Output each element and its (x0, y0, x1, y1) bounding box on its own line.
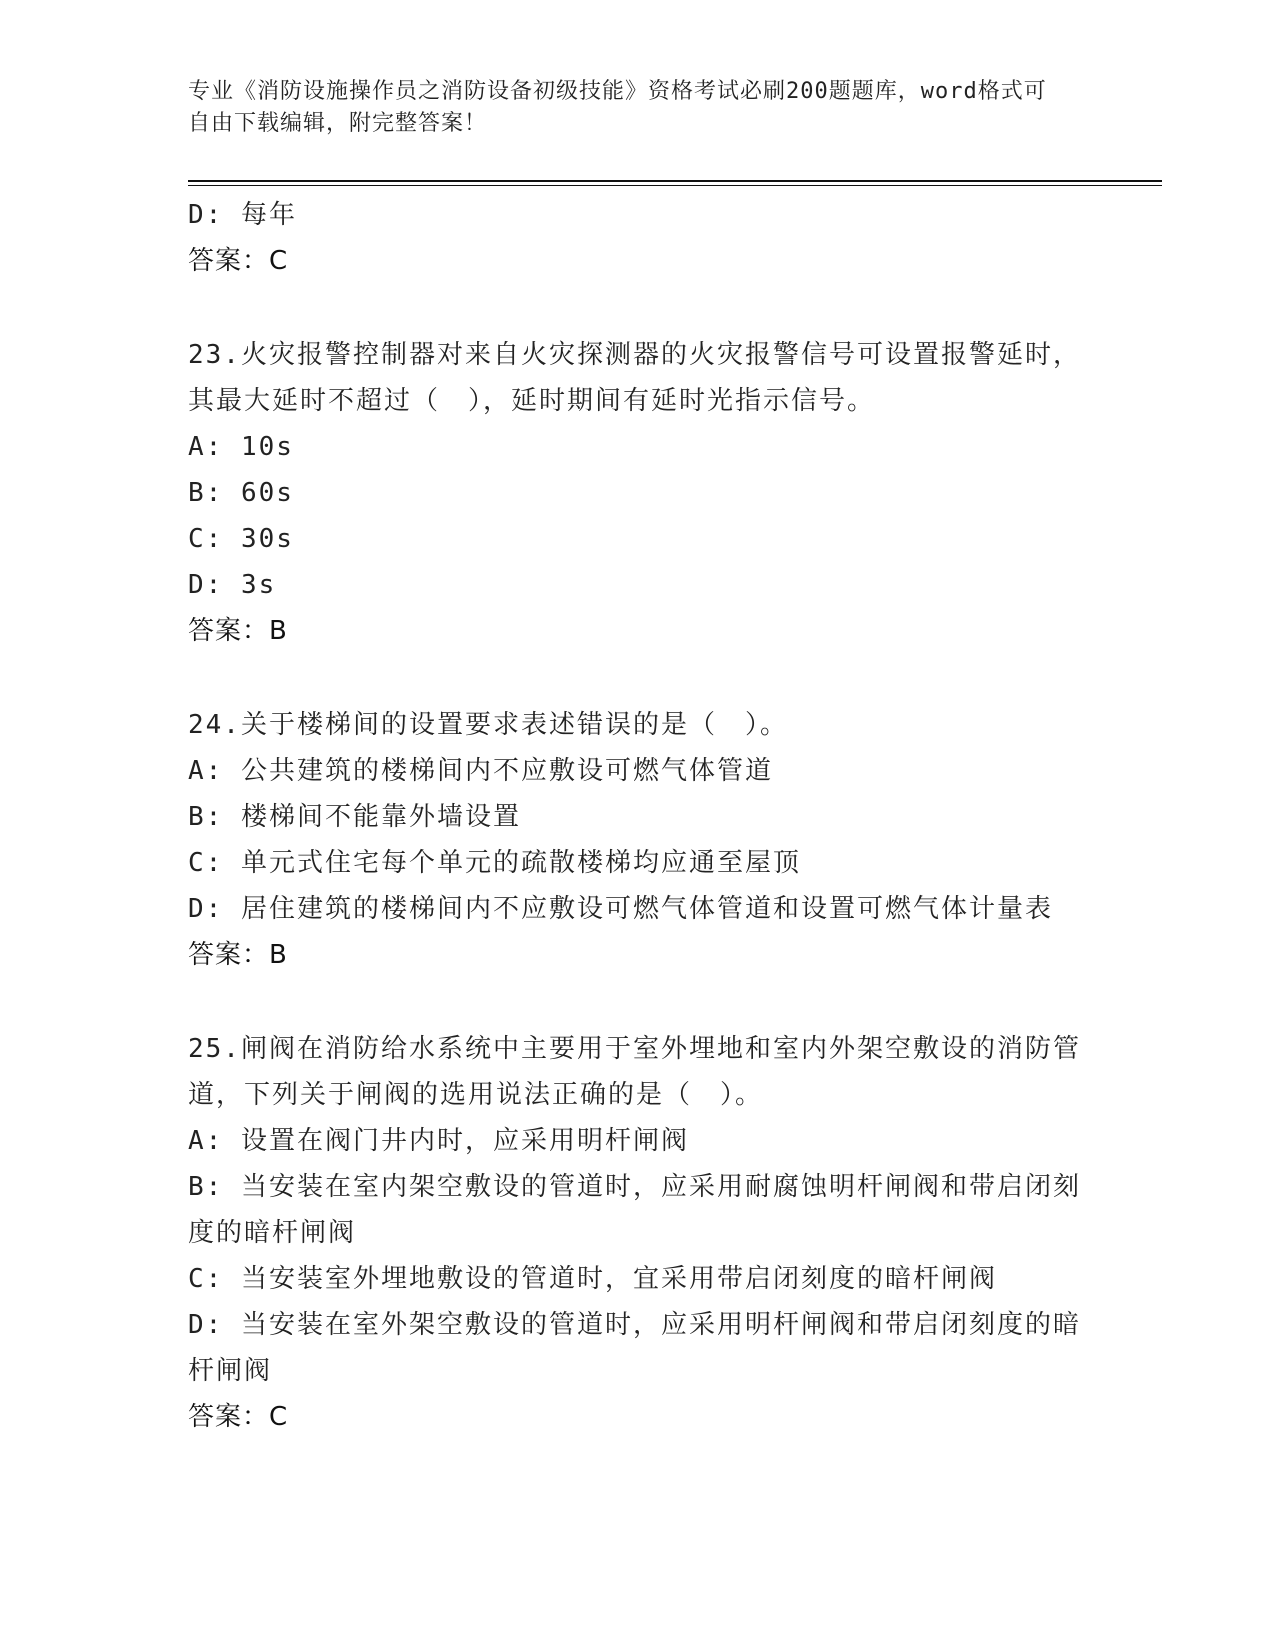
option-c: C: 30s (188, 524, 294, 554)
header-divider (188, 180, 1162, 182)
question-text: 23.火灾报警控制器对来自火灾探测器的火灾报警信号可设置报警延时，其最大延时不超过（ ），延时期间有延时光指示信号。 (188, 340, 1081, 416)
question-25 (188, 1026, 1088, 1440)
header-divider-thin (188, 185, 1162, 186)
option-a: A: 公共建筑的楼梯间内不应敷设可燃气体管道 (188, 756, 773, 786)
answer: 答案：B (188, 940, 288, 970)
question-24 (188, 702, 1088, 978)
document-header: 专业《消防设施操作员之消防设备初级技能》资格考试必刷200题题库，word格式可自由下载编辑，附完整答案！ (188, 79, 1047, 136)
question-text: 25.闸阀在消防给水系统中主要用于室外埋地和室内外架空敷设的消防管道，下列关于闸阀的选用说法正确的是（ ）。 (188, 1034, 1081, 1110)
option-d: D: 3s (188, 570, 277, 600)
answer: 答案：B (188, 616, 288, 646)
option-b: B: 当安装在室内架空敷设的管道时，应采用耐腐蚀明杆闸阀和带启闭刻度的暗杆闸阀 (188, 1172, 1081, 1248)
question-list (188, 192, 1088, 1440)
option-c: C: 单元式住宅每个单元的疏散楼梯均应通至屋顶 (188, 848, 801, 878)
prev-option-d: D: 每年 (188, 200, 297, 230)
question-23 (188, 332, 1088, 654)
question-text: 24.关于楼梯间的设置要求表述错误的是（ ）。 (188, 710, 788, 740)
option-b: B: 60s (188, 478, 294, 508)
answer: 答案：C (188, 1402, 289, 1432)
option-c: C: 当安装室外埋地敷设的管道时，宜采用带启闭刻度的暗杆闸阀 (188, 1264, 997, 1294)
option-a: A: 10s (188, 432, 294, 462)
prev-answer: 答案：C (188, 246, 289, 276)
option-d: D: 当安装在室外架空敷设的管道时，应采用明杆闸阀和带启闭刻度的暗杆闸阀 (188, 1310, 1081, 1386)
option-b: B: 楼梯间不能靠外墙设置 (188, 802, 521, 832)
option-d: D: 居住建筑的楼梯间内不应敷设可燃气体管道和设置可燃气体计量表 (188, 894, 1053, 924)
option-a: A: 设置在阀门井内时，应采用明杆闸阀 (188, 1126, 689, 1156)
